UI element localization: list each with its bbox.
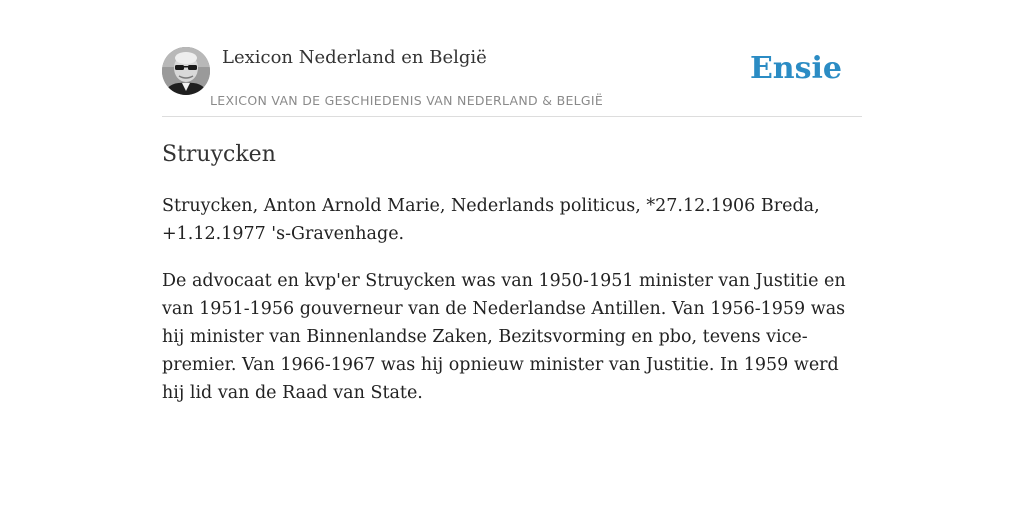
- author-avatar[interactable]: [162, 47, 210, 95]
- article-title: Struycken: [162, 142, 276, 167]
- source-header: [162, 0, 862, 117]
- source-subtitle: LEXICON VAN DE GESCHIEDENIS VAN NEDERLAND & BELGIË: [210, 93, 604, 108]
- page-container: [162, 0, 862, 403]
- portrait-image: [162, 47, 210, 95]
- article-body: [162, 192, 862, 426]
- article-paragraph: Struycken, Anton Arnold Marie, Nederlands politicus, *27.12.1906 Breda, +1.12.1977 's-Gravenhage.: [162, 196, 820, 244]
- article-paragraph: De advocaat en kvp'er Struycken was van 1950-1951 minister van Justitie en van 1951-1956 gouverneur van de Nederlandse Antillen. Van 1956-1959 was hij minister van Binnenlandse Zaken, Bezitsvorming en pbo, tevens vice-premier. Van 1966-1967 was hij opnieuw minister van Justitie. In 1959 werd hij lid van de Raad van State.: [162, 271, 846, 403]
- ensie-logo-link[interactable]: Ensie: [749, 51, 842, 86]
- source-title[interactable]: Lexicon Nederland en België: [222, 47, 487, 68]
